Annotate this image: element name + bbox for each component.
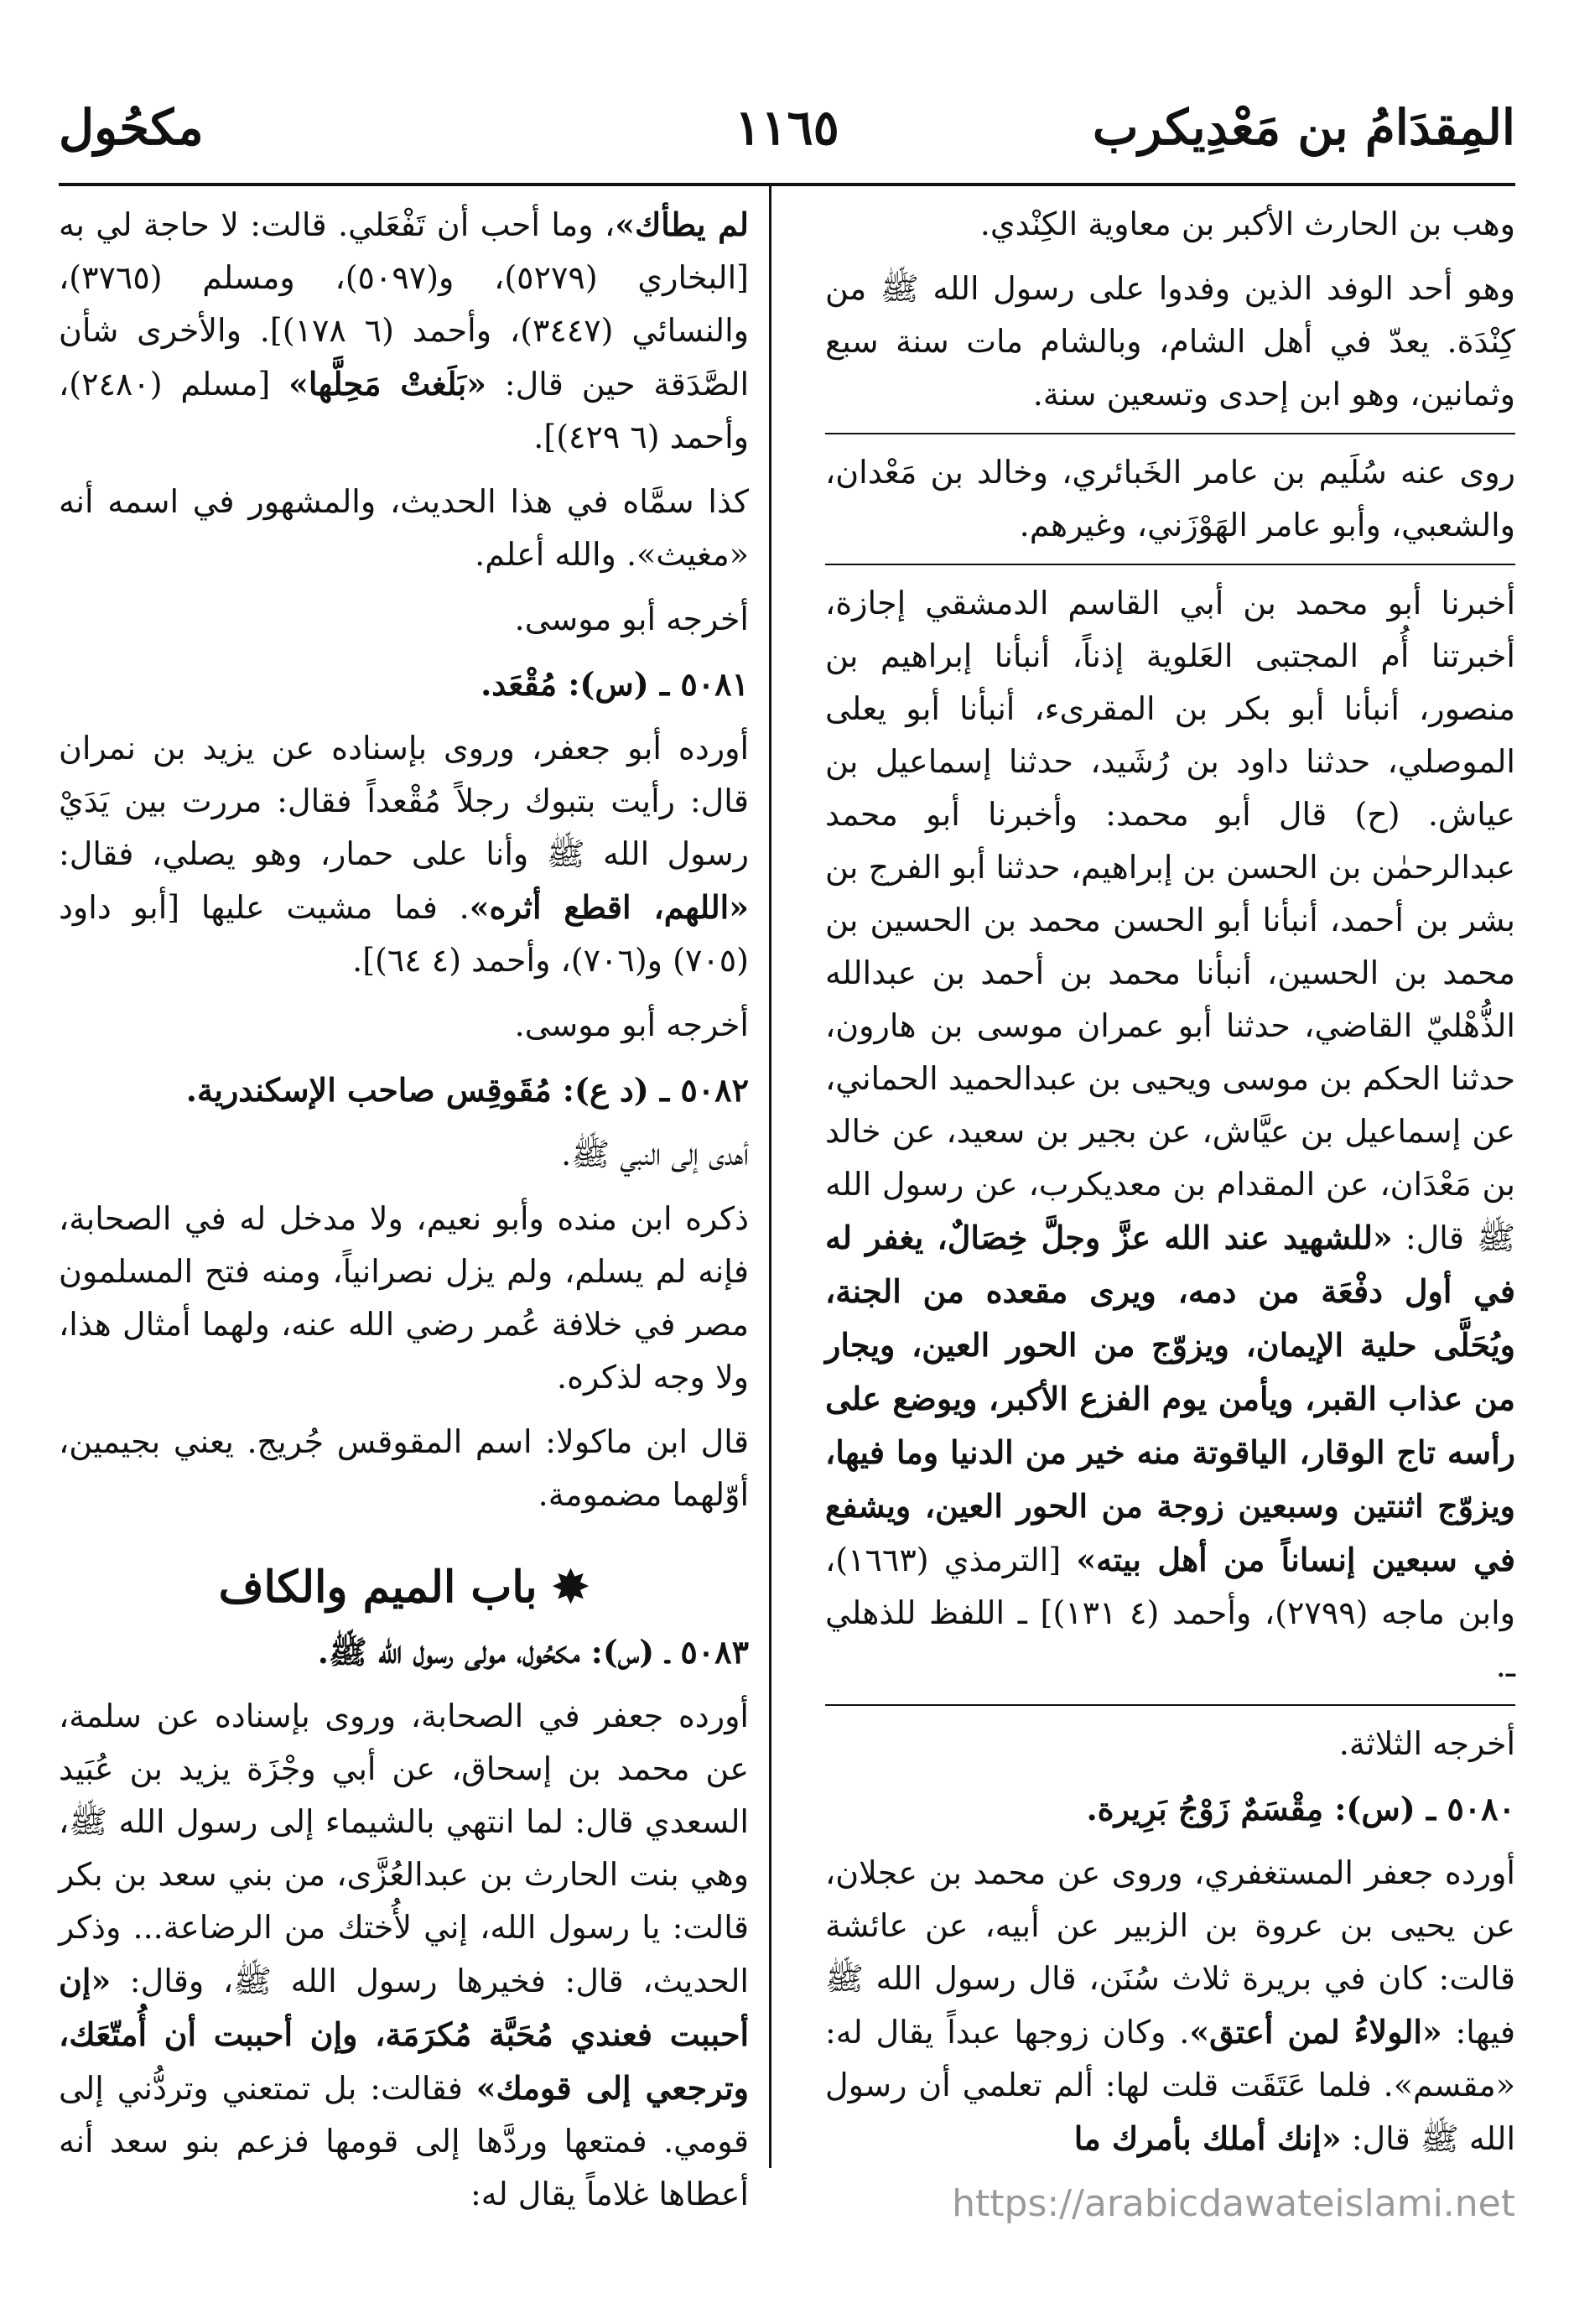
section-heading (59, 1558, 749, 1617)
entry-heading-5083 (59, 1625, 749, 1678)
entry-heading-5082 (59, 1063, 749, 1116)
entry-number: ٥٠٨١ ـ (659, 665, 749, 703)
header-rule (59, 183, 1515, 186)
reference: [الترمذي (١٦٦٣)، وابن ماجه (٢٧٩٩)، وأحمد (٤ ١٣١)] ـ اللفظ للذهلي ـ. (825, 1542, 1515, 1684)
hadith-text: «إنك أملك بأمرك ما (1073, 2119, 1342, 2157)
entry-number: ٥٠٨٢ ـ (659, 1071, 749, 1109)
isnad-text: أخبرنا أبو محمد بن أبي القاسم الدمشقي إجازة، أخبرتنا أُم المجتبى العَلوية إذناً، أنبأنا إبراهيم بن منصور، أنبأنا أبو بكر بن المقرىء، أنبأنا أبو يعلى الموصلي، حدثنا داود بن رُشَيد، حدثنا إسماعيل بن عياش. (ح) قال أبو محمد: وأخبرنا أبو محمد عبدالرحمٰن بن الحسن بن إبراهيم، حدثنا أبو الفرج بن بشر بن أحمد، أنبأنا أبو الحسن محمد بن الحسين بن محمد بن الحسين، أنبأنا محمد بن أحمد بن عبدالله الذُّهْليّ القاضي، حدثنا أبو عمران موسى بن هارون، حدثنا الحكم بن موسى ويحيى بن عبدالحميد الحماني، عن إسماعيل بن عيَّاش، عن بجير بن سعيد، عن خالد بن مَعْدَان، عن المقدام بن معديكرب، عن رسول الله ﷺ قال: (825, 585, 1515, 1256)
entry-number: ٥٠٨٣ ـ (665, 1633, 749, 1671)
left-column (59, 198, 749, 2233)
hadith-text: «الولاءُ لمن أعتق» (1189, 2013, 1442, 2051)
paragraph (59, 722, 749, 987)
watermark: https://arabicdawateislami.net (952, 2182, 1515, 2225)
text: . وكان زوجها عبداً يقال له: «مقسم». فلما عَتَقَت قلت لها: ألم تعلمي أن رسول الله ﷺ قال: (825, 2014, 1515, 2157)
divider (825, 1704, 1515, 1706)
hadith-text: لم يطأك» (615, 205, 749, 243)
paragraph: قال ابن ماكولا: اسم المقوقس جُريج. يعني بجيمين، أوّلهما مضمومة. (59, 1423, 749, 1513)
hadith-text: «اللهم، اقطع أثره» (469, 888, 749, 926)
running-title-right: المِقدَامُ بن مَعْدِيكرب (1092, 99, 1515, 156)
paragraph (59, 198, 749, 464)
running-title-left: مكحُول (59, 99, 204, 156)
reference: [مسلم (٢٤٨٠)، وأحمد (٦ ٤٢٩)]. (59, 366, 749, 455)
text: أورده جعفر المستغفري، وروى عن محمد بن عجلان، عن يحيى بن عروة بن الزبير عن أبيه، عن عائشة قالت: كان في بريرة ثلاث سُنَن، قال رسول الله ﷺ فيها: (825, 1854, 1515, 2051)
column-divider (769, 186, 771, 2168)
text: ، وما أحب أن تَفْعَلي. قالت: لا حاجة لي به [البخاري (٥٢٧٩)، و(٥٠٩٧)، ومسلم (٣٧٦٥)، والنسائي (٣٤٤٧)، وأحمد (٦ ١٧٨)]. والأخرى شأن الصَّدَقة حين قال: (59, 206, 750, 403)
text: فقالت: بل تمتعني وتردُّني إلى قومي. فمتعها وردَّها إلى قومها فزعم بنو سعد أنه أعطاها غلاماً يقال له: (59, 2070, 749, 2212)
hadith-paragraph (825, 577, 1515, 1692)
divider (825, 433, 1515, 434)
entry-title: (س): مكحُول، مولى رسول الله ﷺ. (317, 1633, 655, 1671)
hadith-text: «بَلَغتْ مَحِلَّها» (288, 365, 486, 403)
text: . فما مشيت عليها [أبو داود (٧٠٥) و(٧٠٦)، وأحمد (٤ ٦٤)]. (59, 889, 749, 979)
paragraph (59, 1690, 749, 2221)
paragraph: كذا سمَّاه في هذا الحديث، والمشهور في اسمه أنه «مغيث». والله أعلم. (59, 483, 749, 573)
section-title: باب الميم والكاف (218, 1562, 538, 1613)
hadith-text: «إن أحببت فعندي مُحَبَّة مُكرَمَة، وإن أحببت أن أُمتّعَك، وترجعي إلى قومك» (59, 1962, 749, 2107)
paragraph: أخرجه أبو موسى. (514, 1006, 749, 1043)
text: أورده أبو جعفر، وروى بإسناده عن يزيد بن نمران قال: رأيت بتبوك رجلاً مُقْعداً فقال: مررت بين يَدَيْ رسول الله ﷺ وأنا على حمار، وهو يصلي، فقال: (59, 730, 749, 872)
entry-heading-5081 (59, 658, 749, 710)
paragraph: أهدى إلى النبي ﷺ. (561, 1136, 749, 1172)
hadith-text: «للشهيد عند الله عزَّ وجلَّ خِصَالٌ، يغفر له في أول دفْعَة من دمه، ويرى مقعده من الجنة، ويُحَلَّى حلية الإيمان، ويزوّج من الحور العين، ويجار من عذاب القبر، ويأمن يوم الفزع الأكبر، ويوضع على رأسه تاج الوقار، الياقوتة منه خير من الدنيا وما فيها، ويزوّج اثنتين وسبعين زوجة من الحور العين، ويشفع في سبعين إنساناً من أهل بيته» (825, 1219, 1515, 1578)
paragraph: ذكره ابن منده وأبو نعيم، ولا مدخل له في الصحابة، فإنه لم يسلم، ولم يزل نصرانياً، ومنه فتح المسلمون مصر في خلافة عُمر رضي الله عنه، ولهما أمثال هذا، ولا وجه لذكره. (59, 1200, 749, 1396)
paragraph: وهب بن الحارث الأكبر بن معاوية الكِنْدي. (979, 205, 1515, 242)
right-column (825, 198, 1515, 2177)
page-number: ١١٦٥ (735, 99, 839, 156)
paragraph: وهو أحد الوفد الذين وفدوا على رسول الله ﷺ من كِنْدَة. يعدّ في أهل الشام، وبالشام مات سنة سبع وثمانين، وهو ابن إحدى وتسعين سنة. (825, 270, 1515, 413)
entry-title: (س): مِقْسَمٌ زَوْجُ بَرِيرة. (1086, 1790, 1416, 1827)
entry-heading-5080 (825, 1782, 1515, 1835)
paragraph: أخرجه أبو موسى. (514, 600, 749, 637)
entry-title: (د ع): مُقَوقِس صاحب الإسكندرية. (185, 1071, 649, 1109)
entry-title: (س): مُقْعَد. (481, 665, 649, 703)
entry-number: ٥٠٨٠ ـ (1426, 1790, 1515, 1827)
text: أورده جعفر في الصحابة، وروى بإسناده عن سلمة، عن محمد بن إسحاق، عن أبي وجْزَة يزيد بن عُبَيد السعدي قال: لما انتهي بالشيماء إلى رسول الله ﷺ، وهي بنت الحارث بن عبدالعُزَّى، من بني سعد بن بكر قالت: يا رسول الله، إني لأُختك من الرضاعة... وذكر الحديث، قال: فخيرها رسول الله ﷺ، وقال: (59, 1698, 749, 1999)
paragraph (825, 1847, 1515, 2165)
paragraph: روى عنه سُلَيم بن عامر الخَبائري، وخالد بن مَعْدان، والشعبي، وأبو عامر الهَوْزَني، وغيرهم. (825, 454, 1515, 543)
paragraph: أخرجه الثلاثة. (1338, 1725, 1515, 1762)
divider (825, 564, 1515, 565)
eight-point-star-icon: ✸ (552, 1562, 590, 1613)
page-header (59, 99, 1515, 174)
